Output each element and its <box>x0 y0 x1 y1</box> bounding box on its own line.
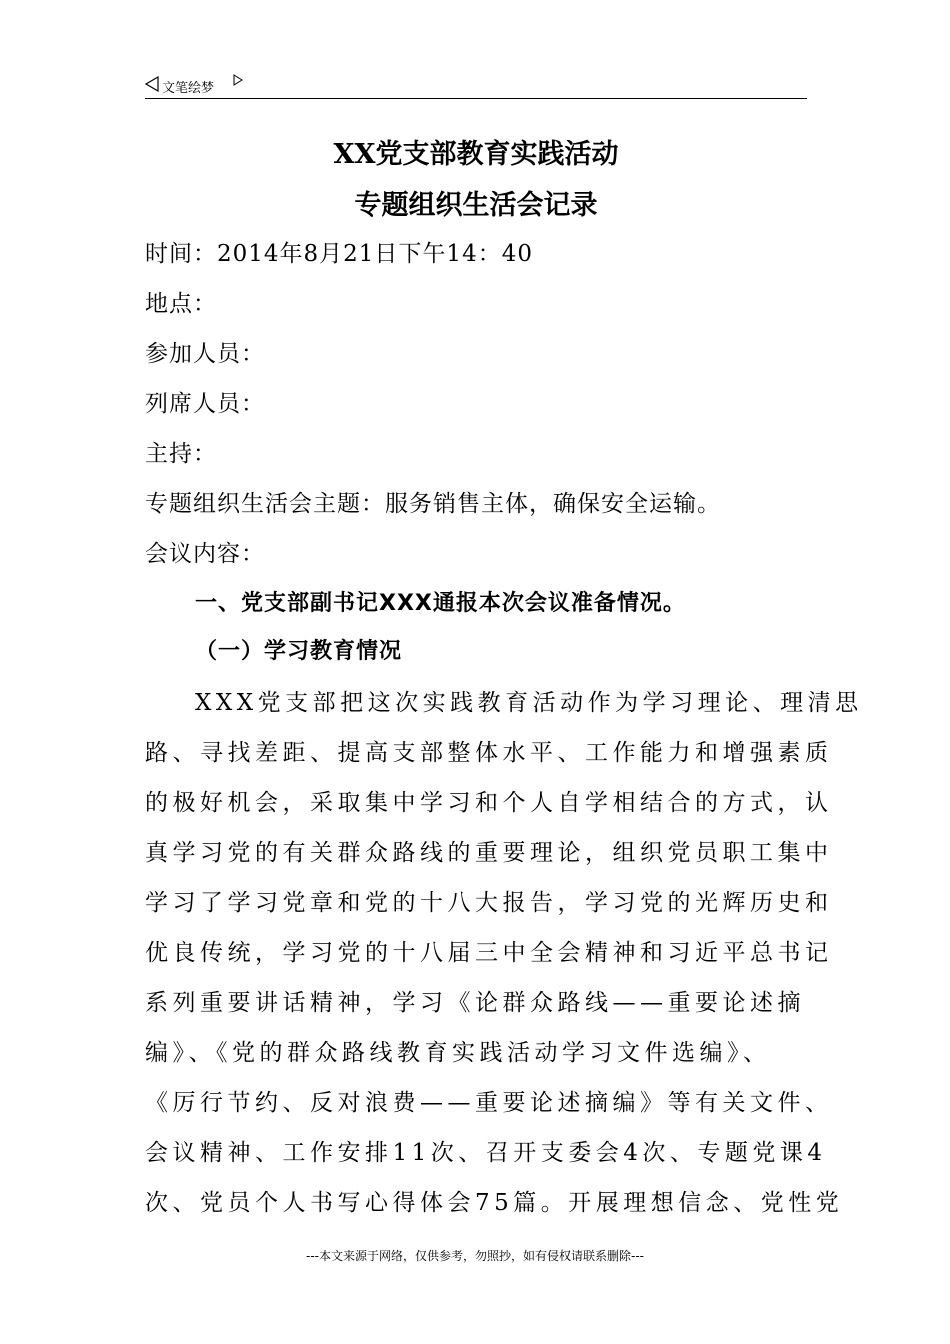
meta-theme: 专题组织生活会主题：服务销售主体，确保安全运输。 <box>145 491 721 517</box>
triangle-left-icon <box>145 76 159 92</box>
meta-attendees: 参加人员： <box>145 341 265 367</box>
page-header <box>145 74 807 99</box>
body-line: 的极好机会，采取集中学习和个人自学相结合的方式，认 <box>145 790 833 816</box>
body-line: 优良传统，学习党的十八届三中全会精神和习近平总书记 <box>145 940 833 966</box>
section-heading: 一、党支部副书记XXX通报本次会议准备情况。 <box>195 591 686 616</box>
section-subheading: （一）学习教育情况 <box>195 639 403 664</box>
meta-content: 会议内容： <box>145 541 265 567</box>
page-footer: ---本文来源于网络，仅供参考，勿照抄，如有侵权请联系删除--- <box>306 1249 644 1263</box>
meta-observers: 列席人员： <box>145 391 265 417</box>
body-line: XXX党支部把这次实践教育活动作为学习理论、理清思 <box>195 690 863 716</box>
triangle-right-icon <box>233 74 243 86</box>
document-title-line2: 专题组织生活会记录 <box>354 190 598 221</box>
body-line: 《厉行节约、反对浪费——重要论述摘编》等有关文件、 <box>145 1090 833 1116</box>
meta-place: 地点： <box>145 291 217 317</box>
body-line: 系列重要讲话精神，学习《论群众路线——重要论述摘 <box>145 990 805 1016</box>
body-line: 次、党员个人书写心得体会75篇。开展理想信念、党性党 <box>145 1190 844 1216</box>
body-line: 学习了学习党章和党的十八大报告，学习党的光辉历史和 <box>145 890 833 916</box>
body-line: 编》、《党的群众路线教育实践活动学习文件选编》、 <box>145 1040 771 1066</box>
body-line: 路、寻找差距、提高支部整体水平、工作能力和增强素质 <box>145 740 833 766</box>
body-line: 会议精神、工作安排11次、召开支委会4次、专题党课4 <box>145 1140 827 1166</box>
header-brand: 文笔绘梦 <box>162 81 215 96</box>
document-title-line1: XX党支部教育实践活动 <box>333 139 619 170</box>
body-line: 真学习党的有关群众路线的重要理论，组织党员职工集中 <box>145 840 833 866</box>
meta-host: 主持： <box>145 441 217 467</box>
meta-time: 时间：2014年8月21日下午14：40 <box>145 241 533 267</box>
